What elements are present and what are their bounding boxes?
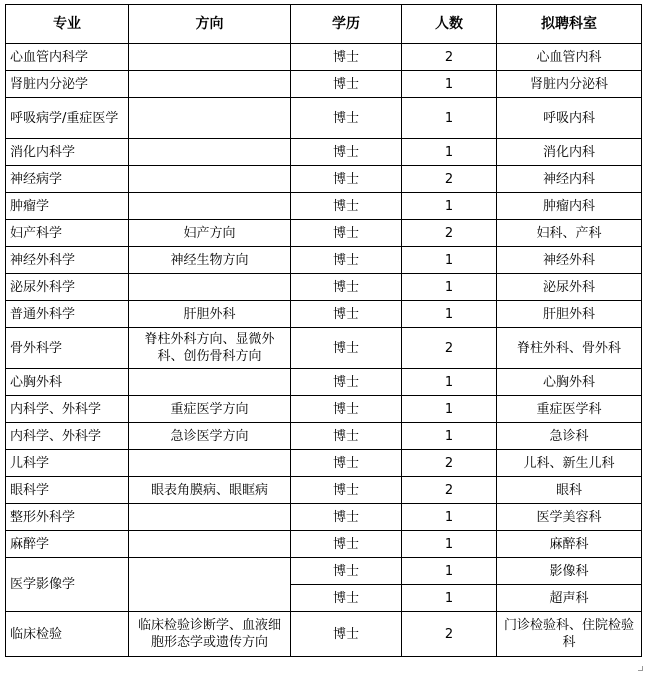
cell-degree: 博士 [291,396,402,423]
cell-major: 肿瘤学 [6,193,129,220]
header-degree: 学历 [291,5,402,44]
cell-major: 呼吸病学/重症医学 [6,98,129,139]
cell-degree: 博士 [291,193,402,220]
cell-direction [129,166,291,193]
cell-degree: 博士 [291,274,402,301]
cell-degree: 博士 [291,612,402,657]
cell-major: 整形外科学 [6,504,129,531]
cell-count: 1 [402,193,497,220]
cell-degree: 博士 [291,44,402,71]
cell-department: 心胸外科 [497,369,642,396]
cell-count: 2 [402,328,497,369]
cell-direction: 眼表角膜病、眼眶病 [129,477,291,504]
header-count: 人数 [402,5,497,44]
cell-direction: 妇产方向 [129,220,291,247]
cell-count: 1 [402,423,497,450]
cell-direction [129,44,291,71]
cell-degree: 博士 [291,531,402,558]
cell-degree: 博士 [291,71,402,98]
cell-direction: 临床检验诊断学、血液细胞形态学或遗传方向 [129,612,291,657]
cell-degree: 博士 [291,558,402,585]
cell-direction [129,450,291,477]
page-corner-mark [638,666,643,671]
table-row [6,301,642,328]
table-row [6,139,642,166]
cell-direction [129,369,291,396]
cell-department: 肝胆外科 [497,301,642,328]
cell-major: 心胸外科 [6,369,129,396]
cell-major: 骨外科学 [6,328,129,369]
cell-count: 1 [402,274,497,301]
header-department: 拟聘科室 [497,5,642,44]
cell-count: 2 [402,477,497,504]
recruitment-table [5,4,642,657]
cell-degree: 博士 [291,139,402,166]
cell-direction [129,531,291,558]
cell-count: 2 [402,44,497,71]
cell-direction [129,193,291,220]
cell-count: 2 [402,220,497,247]
cell-major: 消化内科学 [6,139,129,166]
table-row [6,612,642,657]
cell-direction: 急诊医学方向 [129,423,291,450]
table-row [6,274,642,301]
table-row [6,369,642,396]
cell-count: 1 [402,247,497,274]
cell-degree: 博士 [291,166,402,193]
cell-department: 神经内科 [497,166,642,193]
cell-direction [129,558,291,612]
cell-direction [129,71,291,98]
cell-direction: 肝胆外科 [129,301,291,328]
cell-major: 心血管内科学 [6,44,129,71]
cell-department: 脊柱外科、骨外科 [497,328,642,369]
table-row [6,166,642,193]
table-row [6,450,642,477]
cell-department: 肾脏内分泌科 [497,71,642,98]
cell-count: 1 [402,301,497,328]
cell-degree: 博士 [291,585,402,612]
cell-count: 1 [402,504,497,531]
cell-direction [129,274,291,301]
table-row [6,98,642,139]
cell-degree: 博士 [291,450,402,477]
cell-direction: 神经生物方向 [129,247,291,274]
cell-department: 消化内科 [497,139,642,166]
table-row [6,193,642,220]
cell-department: 儿科、新生儿科 [497,450,642,477]
table-row [6,44,642,71]
cell-degree: 博士 [291,504,402,531]
table-row [6,531,642,558]
cell-department: 呼吸内科 [497,98,642,139]
cell-count: 2 [402,612,497,657]
cell-degree: 博士 [291,477,402,504]
cell-count: 2 [402,450,497,477]
cell-major: 内科学、外科学 [6,423,129,450]
cell-major: 肾脏内分泌学 [6,71,129,98]
cell-degree: 博士 [291,98,402,139]
cell-direction [129,98,291,139]
cell-major: 麻醉学 [6,531,129,558]
cell-department: 泌尿外科 [497,274,642,301]
cell-department: 影像科 [497,558,642,585]
cell-department: 重症医学科 [497,396,642,423]
cell-department: 医学美容科 [497,504,642,531]
cell-major: 泌尿外科学 [6,274,129,301]
table-row [6,504,642,531]
cell-department: 神经外科 [497,247,642,274]
header-major: 专业 [6,5,129,44]
table-row [6,396,642,423]
cell-major: 医学影像学 [6,558,129,612]
cell-department: 心血管内科 [497,44,642,71]
cell-major: 临床检验 [6,612,129,657]
cell-count: 1 [402,139,497,166]
cell-department: 急诊科 [497,423,642,450]
cell-major: 普通外科学 [6,301,129,328]
cell-department: 超声科 [497,585,642,612]
cell-department: 麻醉科 [497,531,642,558]
cell-count: 1 [402,396,497,423]
cell-count: 1 [402,369,497,396]
cell-degree: 博士 [291,301,402,328]
cell-major: 儿科学 [6,450,129,477]
table-row [6,247,642,274]
header-row [6,5,642,44]
table-row [6,477,642,504]
cell-department: 门诊检验科、住院检验科 [497,612,642,657]
cell-count: 1 [402,558,497,585]
cell-major: 眼科学 [6,477,129,504]
cell-department: 妇科、产科 [497,220,642,247]
table-row [6,220,642,247]
table-row [6,558,642,585]
cell-direction: 脊柱外科方向、显微外科、创伤骨科方向 [129,328,291,369]
table-row [6,71,642,98]
table-row [6,328,642,369]
cell-degree: 博士 [291,220,402,247]
cell-count: 1 [402,531,497,558]
cell-direction: 重症医学方向 [129,396,291,423]
header-direction: 方向 [129,5,291,44]
cell-department: 眼科 [497,477,642,504]
cell-department: 肿瘤内科 [497,193,642,220]
cell-direction [129,139,291,166]
cell-major: 妇产科学 [6,220,129,247]
cell-major: 内科学、外科学 [6,396,129,423]
cell-major: 神经外科学 [6,247,129,274]
cell-degree: 博士 [291,369,402,396]
cell-direction [129,504,291,531]
table-row [6,423,642,450]
cell-degree: 博士 [291,247,402,274]
cell-count: 1 [402,98,497,139]
cell-major: 神经病学 [6,166,129,193]
cell-degree: 博士 [291,423,402,450]
cell-count: 1 [402,71,497,98]
cell-count: 1 [402,585,497,612]
cell-degree: 博士 [291,328,402,369]
cell-count: 2 [402,166,497,193]
